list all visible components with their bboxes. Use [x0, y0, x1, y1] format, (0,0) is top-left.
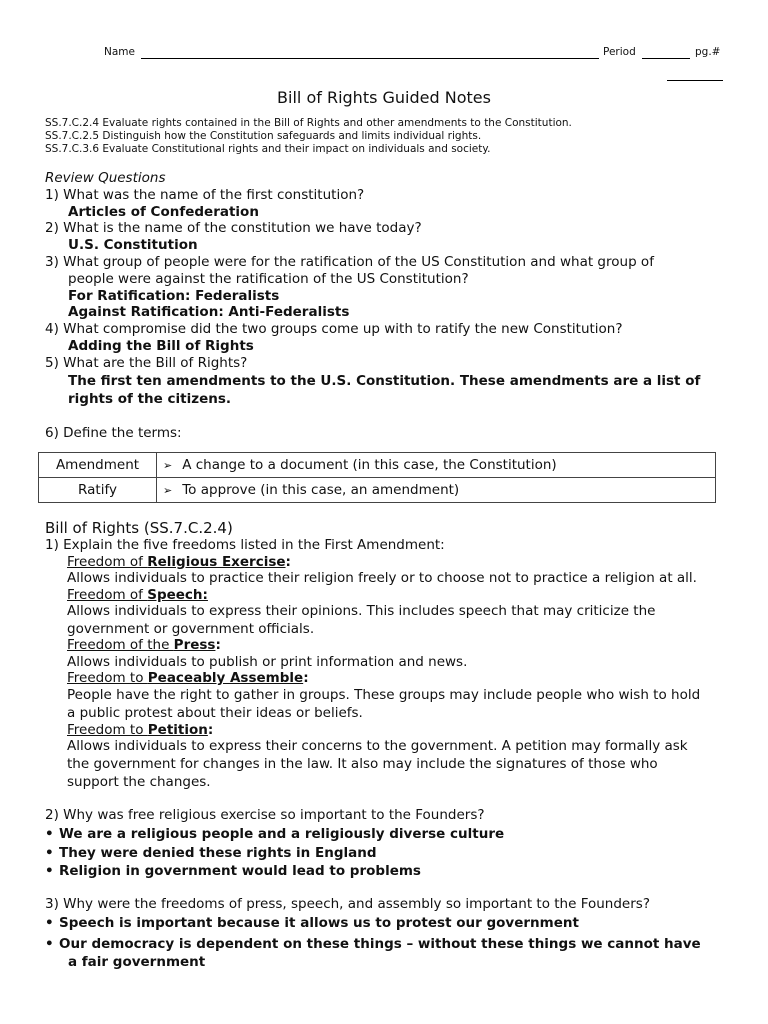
freedom-prefix: Freedom of the [67, 637, 174, 653]
freedom-prefix: Freedom to [67, 670, 148, 686]
freedom-assembly-text-1: People have the right to gather in groups. These groups may include people who wish to hold [67, 687, 701, 703]
colon: : [215, 637, 221, 653]
freedom-name: Peaceably Assemble [147, 670, 304, 686]
bor-q3-answer-2-line2: a fair government [68, 954, 206, 970]
review-q3-line2: people were against the ratification of the US Constitution? [68, 271, 469, 287]
review-a3-against: Against Ratification: Anti-Federalists [68, 304, 350, 320]
period-label: Period [603, 46, 636, 58]
freedom-petition-text-2: the government for changes in the law. It also may include the signatures of those who [67, 756, 658, 772]
review-q5: 5) What are the Bill of Rights? [45, 355, 248, 371]
bor-q2-answer-1: • We are a religious people and a religiously diverse culture [59, 826, 504, 842]
freedom-press-heading [67, 637, 221, 653]
freedom-religion-heading [67, 554, 291, 570]
bor-q3: 3) Why were the freedoms of press, speech, and assembly so important to the Founders? [45, 896, 650, 912]
bor-heading-title: Bill of Rights [45, 519, 140, 537]
definition-text: To approve (in this case, an amendment) [182, 482, 460, 498]
colon: : [303, 670, 309, 686]
freedom-name: Petition [147, 722, 208, 738]
freedom-prefix: Freedom of [67, 554, 148, 570]
arrow-bullet-icon: ➢ [163, 459, 173, 472]
bor-q3-answer-1: • Speech is important because it allows us to protest our government [59, 915, 579, 931]
review-a4: Adding the Bill of Rights [68, 338, 254, 354]
review-q4: 4) What compromise did the two groups come up with to ratify the new Constitution? [45, 321, 623, 337]
freedom-petition-text-3: support the changes. [67, 774, 211, 790]
review-a1: Articles of Confederation [68, 204, 259, 220]
arrow-bullet-icon: ➢ [163, 484, 173, 497]
definition-cell [157, 453, 716, 478]
bor-q2: 2) Why was free religious exercise so important to the Founders? [45, 807, 485, 823]
review-q1: 1) What was the name of the first constitution? [45, 187, 365, 203]
period-blank[interactable] [642, 58, 690, 59]
page-number-label: pg.# [695, 46, 721, 58]
review-a3-for: For Ratification: Federalists [68, 288, 280, 304]
freedom-speech-heading [67, 587, 208, 603]
freedom-religion-text: Allows individuals to practice their religion freely or to choose not to practice a religion at all. [67, 570, 697, 586]
page-title: Bill of Rights Guided Notes [277, 88, 491, 107]
terms-table [38, 452, 716, 503]
freedom-petition-text-1: Allows individuals to express their concerns to the government. A petition may formally ask [67, 738, 688, 754]
review-a5-line1: The first ten amendments to the U.S. Constitution. These amendments are a list of [68, 373, 701, 389]
freedom-assembly-text-2: a public protest about their ideas or beliefs. [67, 705, 363, 721]
definition-cell [157, 478, 716, 503]
freedom-prefix: Freedom of [67, 587, 148, 603]
bor-q1: 1) Explain the five freedoms listed in the First Amendment: [45, 537, 445, 553]
review-a2: U.S. Constitution [68, 237, 198, 253]
freedom-prefix: Freedom to [67, 722, 148, 738]
review-q3-line1: 3) What group of people were for the ratification of the US Constitution and what group of [45, 254, 654, 270]
freedom-speech-text-2: government or government officials. [67, 621, 315, 637]
definition-text: A change to a document (in this case, the Constitution) [182, 457, 557, 473]
table-row [39, 453, 716, 478]
freedom-press-text: Allows individuals to publish or print information and news. [67, 654, 468, 670]
page-number-blank[interactable] [667, 80, 723, 81]
bor-heading-code: (SS.7.C.2.4) [139, 519, 233, 537]
bor-q3-answer-2-line1: • Our democracy is dependent on these things – without these things we cannot have [59, 936, 701, 952]
freedom-speech-text-1: Allows individuals to express their opinions. This includes speech that may criticize the [67, 603, 656, 619]
freedom-name: Speech: [147, 587, 208, 603]
freedom-assembly-heading [67, 670, 309, 686]
review-q6: 6) Define the terms: [45, 425, 182, 441]
bor-q2-answer-2: • They were denied these rights in England [59, 845, 377, 861]
freedom-petition-heading [67, 722, 213, 738]
name-label: Name [104, 46, 135, 58]
term-cell: Amendment [39, 453, 157, 478]
review-q2: 2) What is the name of the constitution we have today? [45, 220, 422, 236]
colon: : [285, 554, 291, 570]
term-cell: Ratify [39, 478, 157, 503]
bor-q2-answer-3: • Religion in government would lead to problems [59, 863, 421, 879]
standard-1: SS.7.C.2.4 Evaluate rights contained in the Bill of Rights and other amendments to the Constitution. [45, 117, 572, 129]
freedom-name: Religious Exercise [147, 554, 286, 570]
review-heading: Review Questions [45, 170, 166, 186]
freedom-name: Press [173, 637, 216, 653]
table-row [39, 478, 716, 503]
standard-2: SS.7.C.2.5 Distinguish how the Constitution safeguards and limits individual rights. [45, 130, 482, 142]
standard-3: SS.7.C.3.6 Evaluate Constitutional rights and their impact on individuals and society. [45, 143, 491, 155]
colon: : [207, 722, 214, 738]
review-a5-line2: rights of the citizens. [68, 391, 232, 407]
bor-heading [45, 519, 233, 537]
name-blank[interactable] [141, 58, 599, 59]
